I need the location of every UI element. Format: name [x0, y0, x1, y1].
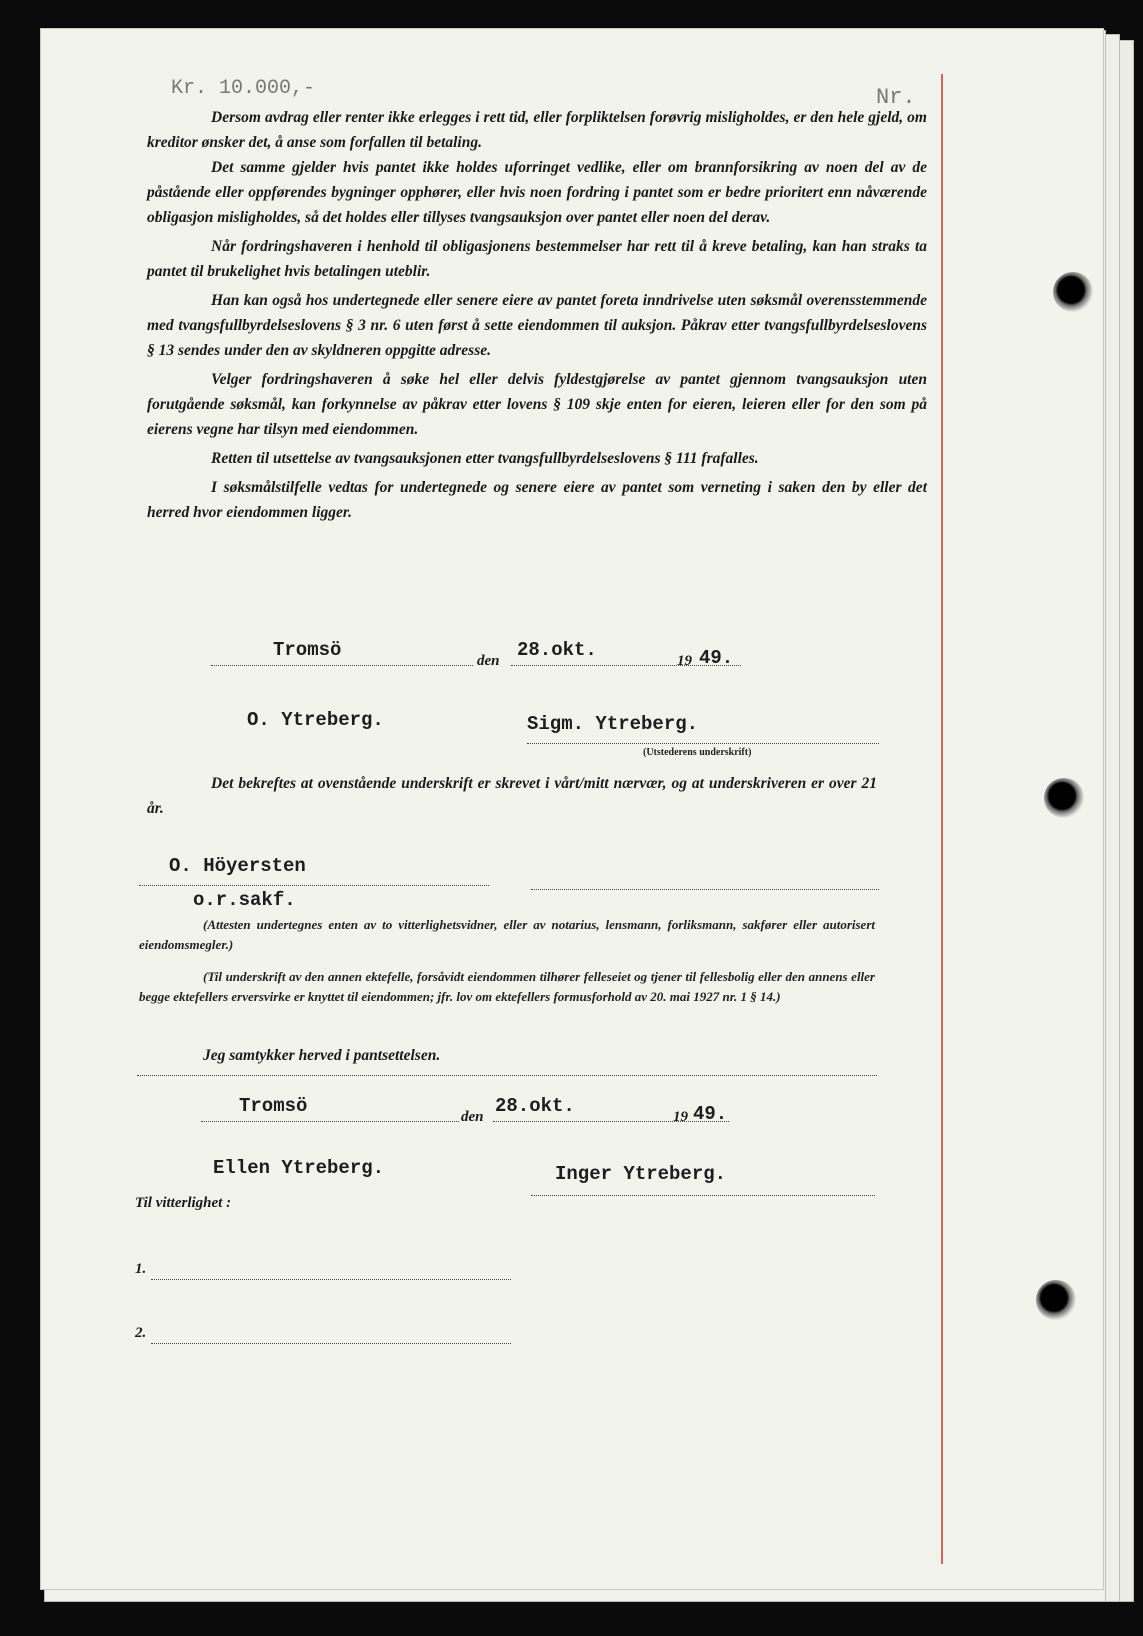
paragraph: Det bekreftes at ovenstående underskrift er skrevet i vårt/mitt nærvær, og at underskriveren er over 21 år. [147, 775, 877, 817]
year-suffix: 49. [699, 647, 734, 669]
place-value: Tromsö [273, 639, 342, 661]
witness-line-2 [531, 889, 879, 890]
witness-line2 [151, 1343, 511, 1344]
margin-line [941, 74, 943, 1564]
punch-hole [1053, 272, 1093, 312]
attest-note: (Attesten undertegnes enten av to vitterlighetsvidner, eller av notarius, lensmann, forliksmann, sakfører eller autorisert eiendomsmegler.) [139, 917, 875, 952]
den-label-2: den [461, 1109, 484, 1125]
witness-line [139, 885, 489, 886]
signature-caption: (Utstederens underskrift) [643, 747, 752, 758]
punch-hole [1036, 1280, 1076, 1320]
paragraph: Dersom avdrag eller renter ikke erlegges i rett tid, eller forpliktelsen forøvrig misligholdes, er den hele gjeld, om kreditor ønsker det, å anse som forfallen til betaling. [147, 109, 927, 151]
paragraph: Når fordringshaveren i henhold til obligasjonens bestemmelser har rett til å kreve betaling, kan han straks ta pantet til brukelighet hvis betalingen uteblir. [147, 238, 927, 280]
signature-line [527, 743, 879, 744]
paragraph: Han kan også hos undertegnede eller senere eiere av pantet foreta inndrivelse uten søksmål overensstemmende med tvangsfullbyrdelseslovens § 3 nr. 6 uten først å sette eiendommen til auksjon. Påkrav etter tvangsfullbyrdelseslovens § 13 sendes under den av skyldneren oppgitte adresse. [147, 292, 927, 359]
witness-line1-label: 1. [135, 1261, 147, 1277]
signature-left-2: Ellen Ytreberg. [213, 1157, 385, 1179]
document-page [40, 28, 1104, 1590]
consent-text: Jeg samtykker herved i pantsettelsen. [203, 1047, 441, 1064]
witness-title: o.r.sakf. [193, 889, 296, 911]
year-prefix-2: 19 [673, 1109, 688, 1125]
den-label: den [477, 653, 500, 669]
place-value-2: Tromsö [239, 1095, 308, 1117]
consent-line [137, 1075, 877, 1076]
place-line-2 [201, 1121, 459, 1122]
witness-name: O. Höyersten [169, 855, 306, 877]
terms-text [147, 105, 927, 525]
date-value-2: 28.okt. [495, 1095, 575, 1117]
paragraph: I søksmålstilfelle vedtas for undertegnede og senere eiere av pantet som verneting i saken den by eller det herred hvor eiendommen ligger. [147, 479, 927, 521]
witness-line1 [151, 1279, 511, 1280]
witness-label: Til vitterlighet : [135, 1195, 232, 1211]
signature-right-2: Inger Ytreberg. [555, 1163, 727, 1185]
date-value: 28.okt. [517, 639, 597, 661]
paragraph: Velger fordringshaveren å søke hel eller delvis fyldestgjørelse av pantet gjennom tvangsauksjon uten forutgående søksmål, kan forkynnelse av påkrav etter lovens § 109 skje enten for eieren, leieren eller for den som på eierens vegne har tilsyn med eiendommen. [147, 371, 927, 438]
paragraph: Retten til utsettelse av tvangsauksjonen etter tvangsfullbyrdelseslovens § 111 frafalles. [211, 450, 759, 467]
signature-left: O. Ytreberg. [247, 709, 384, 731]
number-header: Nr. [876, 85, 916, 110]
year-suffix-2: 49. [693, 1103, 728, 1125]
witness-line2-label: 2. [135, 1325, 147, 1341]
paragraph: Det samme gjelder hvis pantet ikke holdes uforringet vedlike, eller om brannforsikring av noen del av de påstående eller oppførendes bygninger opphører, eller hvis noen fordring i pantet som er bedre prioritert enn nåværende obligasjon misligholdes, så det holdes eller tillyses tvangsauksjon over pantet eller noen del derav. [147, 159, 927, 226]
punch-hole [1044, 778, 1084, 818]
signature-right: Sigm. Ytreberg. [527, 713, 699, 735]
place-line [211, 665, 473, 666]
year-prefix: 19 [677, 653, 692, 669]
signature-line-2 [531, 1195, 875, 1196]
confirmation-text [147, 771, 877, 821]
amount-header: Kr. 10.000,- [171, 77, 316, 100]
spouse-note: (Til underskrift av den annen ektefelle, forsåvidt eiendommen tilhører felleseiet og tjener til fellesbolig eller den annens eller begge ektefellers erversvirke er knyttet til eiendommen; jfr. lov om ektefellers formusforhold av 20. mai 1927 nr. 1 § 14.) [139, 969, 875, 1004]
